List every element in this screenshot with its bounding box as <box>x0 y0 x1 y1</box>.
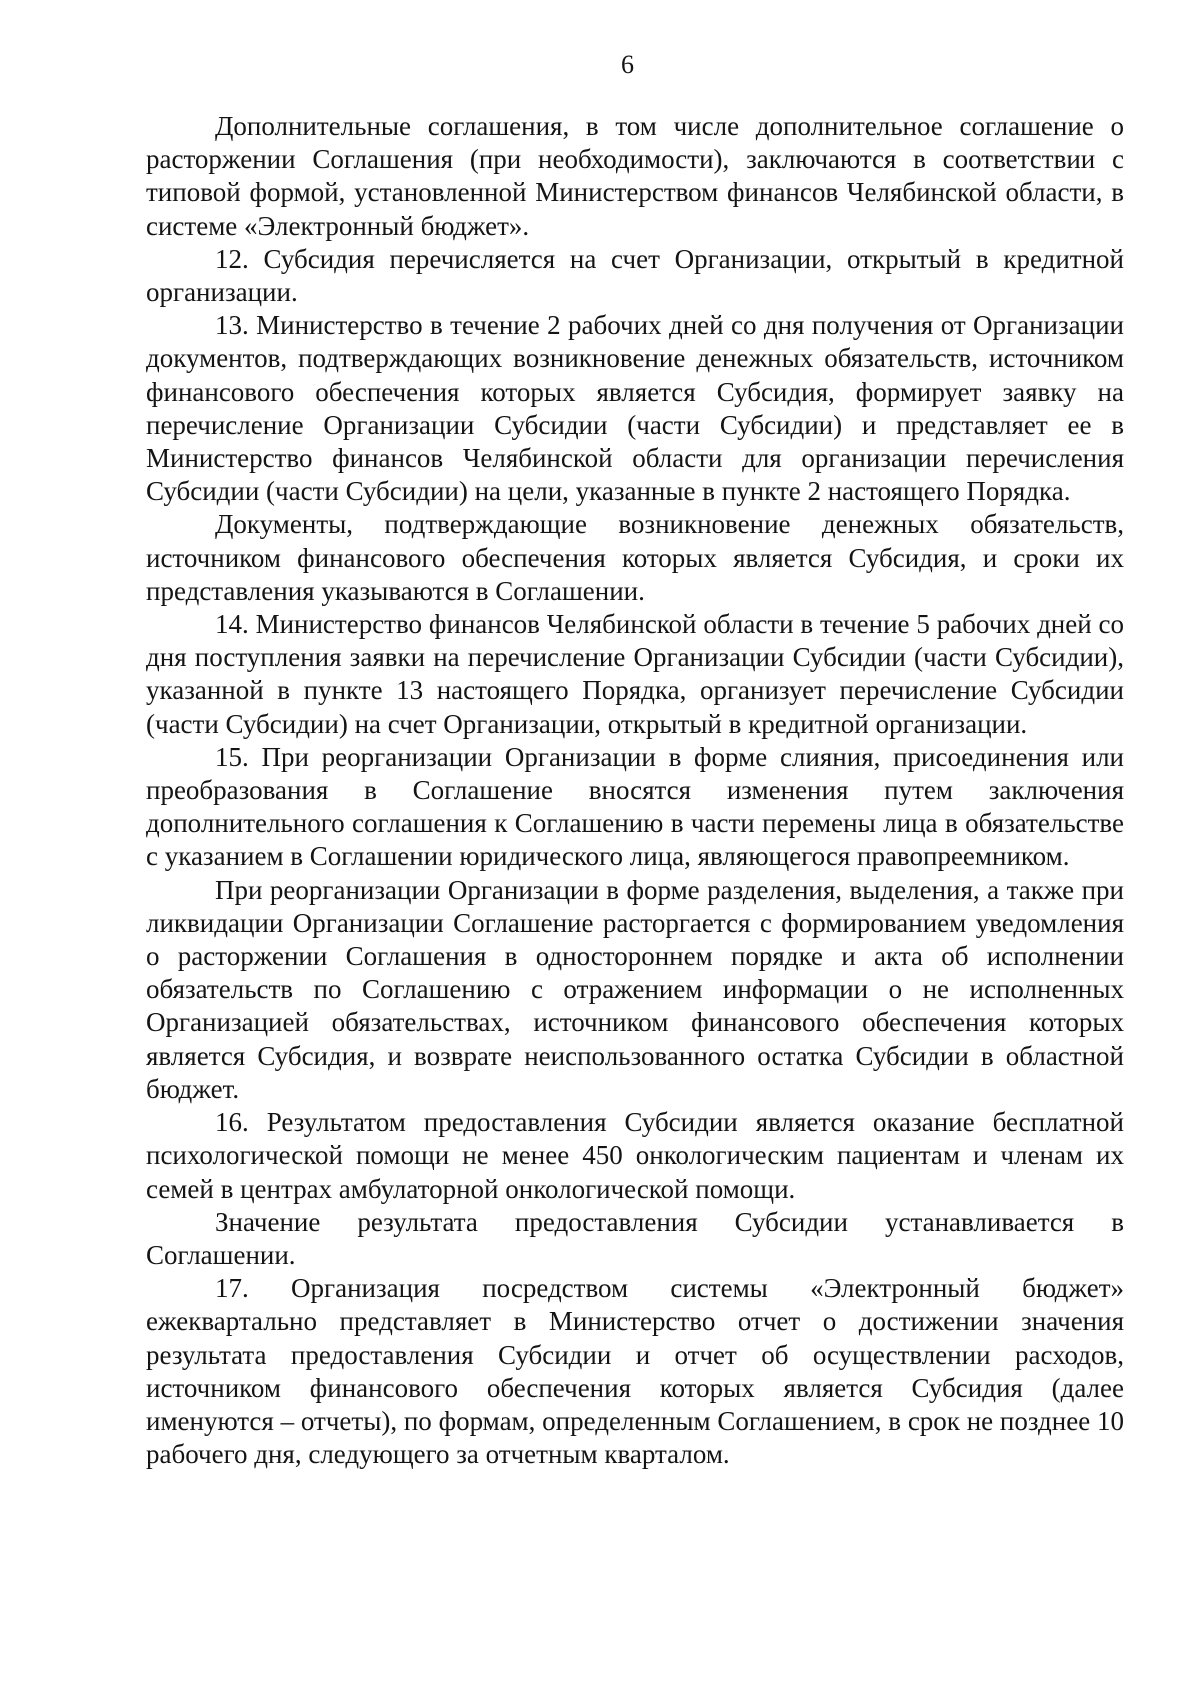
document-body <box>146 110 1124 1471</box>
paragraph-17: 17. Организация посредством системы «Электронный бюджет» ежеквартально представляет в Министерство отчет о достижении значения результата предоставления Субсидии и отчет об осуществлении расходов, источником финансового обеспечения которых является Субсидия (далее именуются – отчеты), по формам, определенным Соглашением, в срок не позднее 10 рабочего дня, следующего за отчетным кварталом. <box>146 1273 1124 1470</box>
paragraph-14: 14. Министерство финансов Челябинской области в течение 5 рабочих дней со дня поступления заявки на перечисление Организации Субсидии (части Субсидии), указанной в пункте 13 настоящего Порядка, организует перечисление Субсидии (части Субсидии) на счет Организации, открытый в кредитной организации. <box>146 609 1124 739</box>
paragraph-15: 15. При реорганизации Организации в форме слияния, присоединения или преобразования в Соглашение вносятся изменения путем заключения дополнительного соглашения к Соглашению в части перемены лица в обязательстве с указанием в Соглашении юридического лица, являющегося правопреемником. <box>146 741 1124 872</box>
paragraph-documents: Документы, подтверждающие возникновение денежных обязательств, источником финансового обеспечения которых является Субсидия, и сроки их представления указываются в Соглашении. <box>146 509 1124 606</box>
paragraph-reorganization: При реорганизации Организации в форме разделения, выделения, а также при ликвидации Организации Соглашение расторгается с формированием уведомления о расторжении Соглашения в одностороннем порядке и акта об исполнении обязательств по Соглашению с отражением информации о не исполненных Организацией обязательствах, источником финансового обеспечения которых является Субсидия, и возврате неиспользованного остатка Субсидии в областной бюджет. <box>146 874 1124 1104</box>
paragraph-13: 13. Министерство в течение 2 рабочих дней со дня получения от Организации документов, подтверждающих возникновение денежных обязательств, источником финансового обеспечения которых является Субсидия, формирует заявку на перечисление Организации Субсидии (части Субсидии) и представляет ее в Министерство финансов Челябинской области для организации перечисления Субсидии (части Субсидии) на цели, указанные в пункте 2 настоящего Порядка. <box>146 310 1124 507</box>
paragraph-12: 12. Субсидия перечисляется на счет Организации, открытый в кредитной организации. <box>146 243 1124 308</box>
paragraph-16: 16. Результатом предоставления Субсидии является оказание бесплатной психологической помощи не менее 450 онкологическим пациентам и членам их семей в центрах амбулаторной онкологической помощи. <box>146 1107 1124 1204</box>
paragraph-additional-agreements: Дополнительные соглашения, в том числе дополнительное соглашение о расторжении Соглашения (при необходимости), заключаются в соответствии с типовой формой, установленной Министерством финансов Челябинской области, в системе «Электронный бюджет». <box>146 111 1124 241</box>
paragraph-result-value: Значение результата предоставления Субсидии устанавливается в Соглашении. <box>146 1206 1124 1270</box>
page-number: 6 <box>621 50 634 79</box>
